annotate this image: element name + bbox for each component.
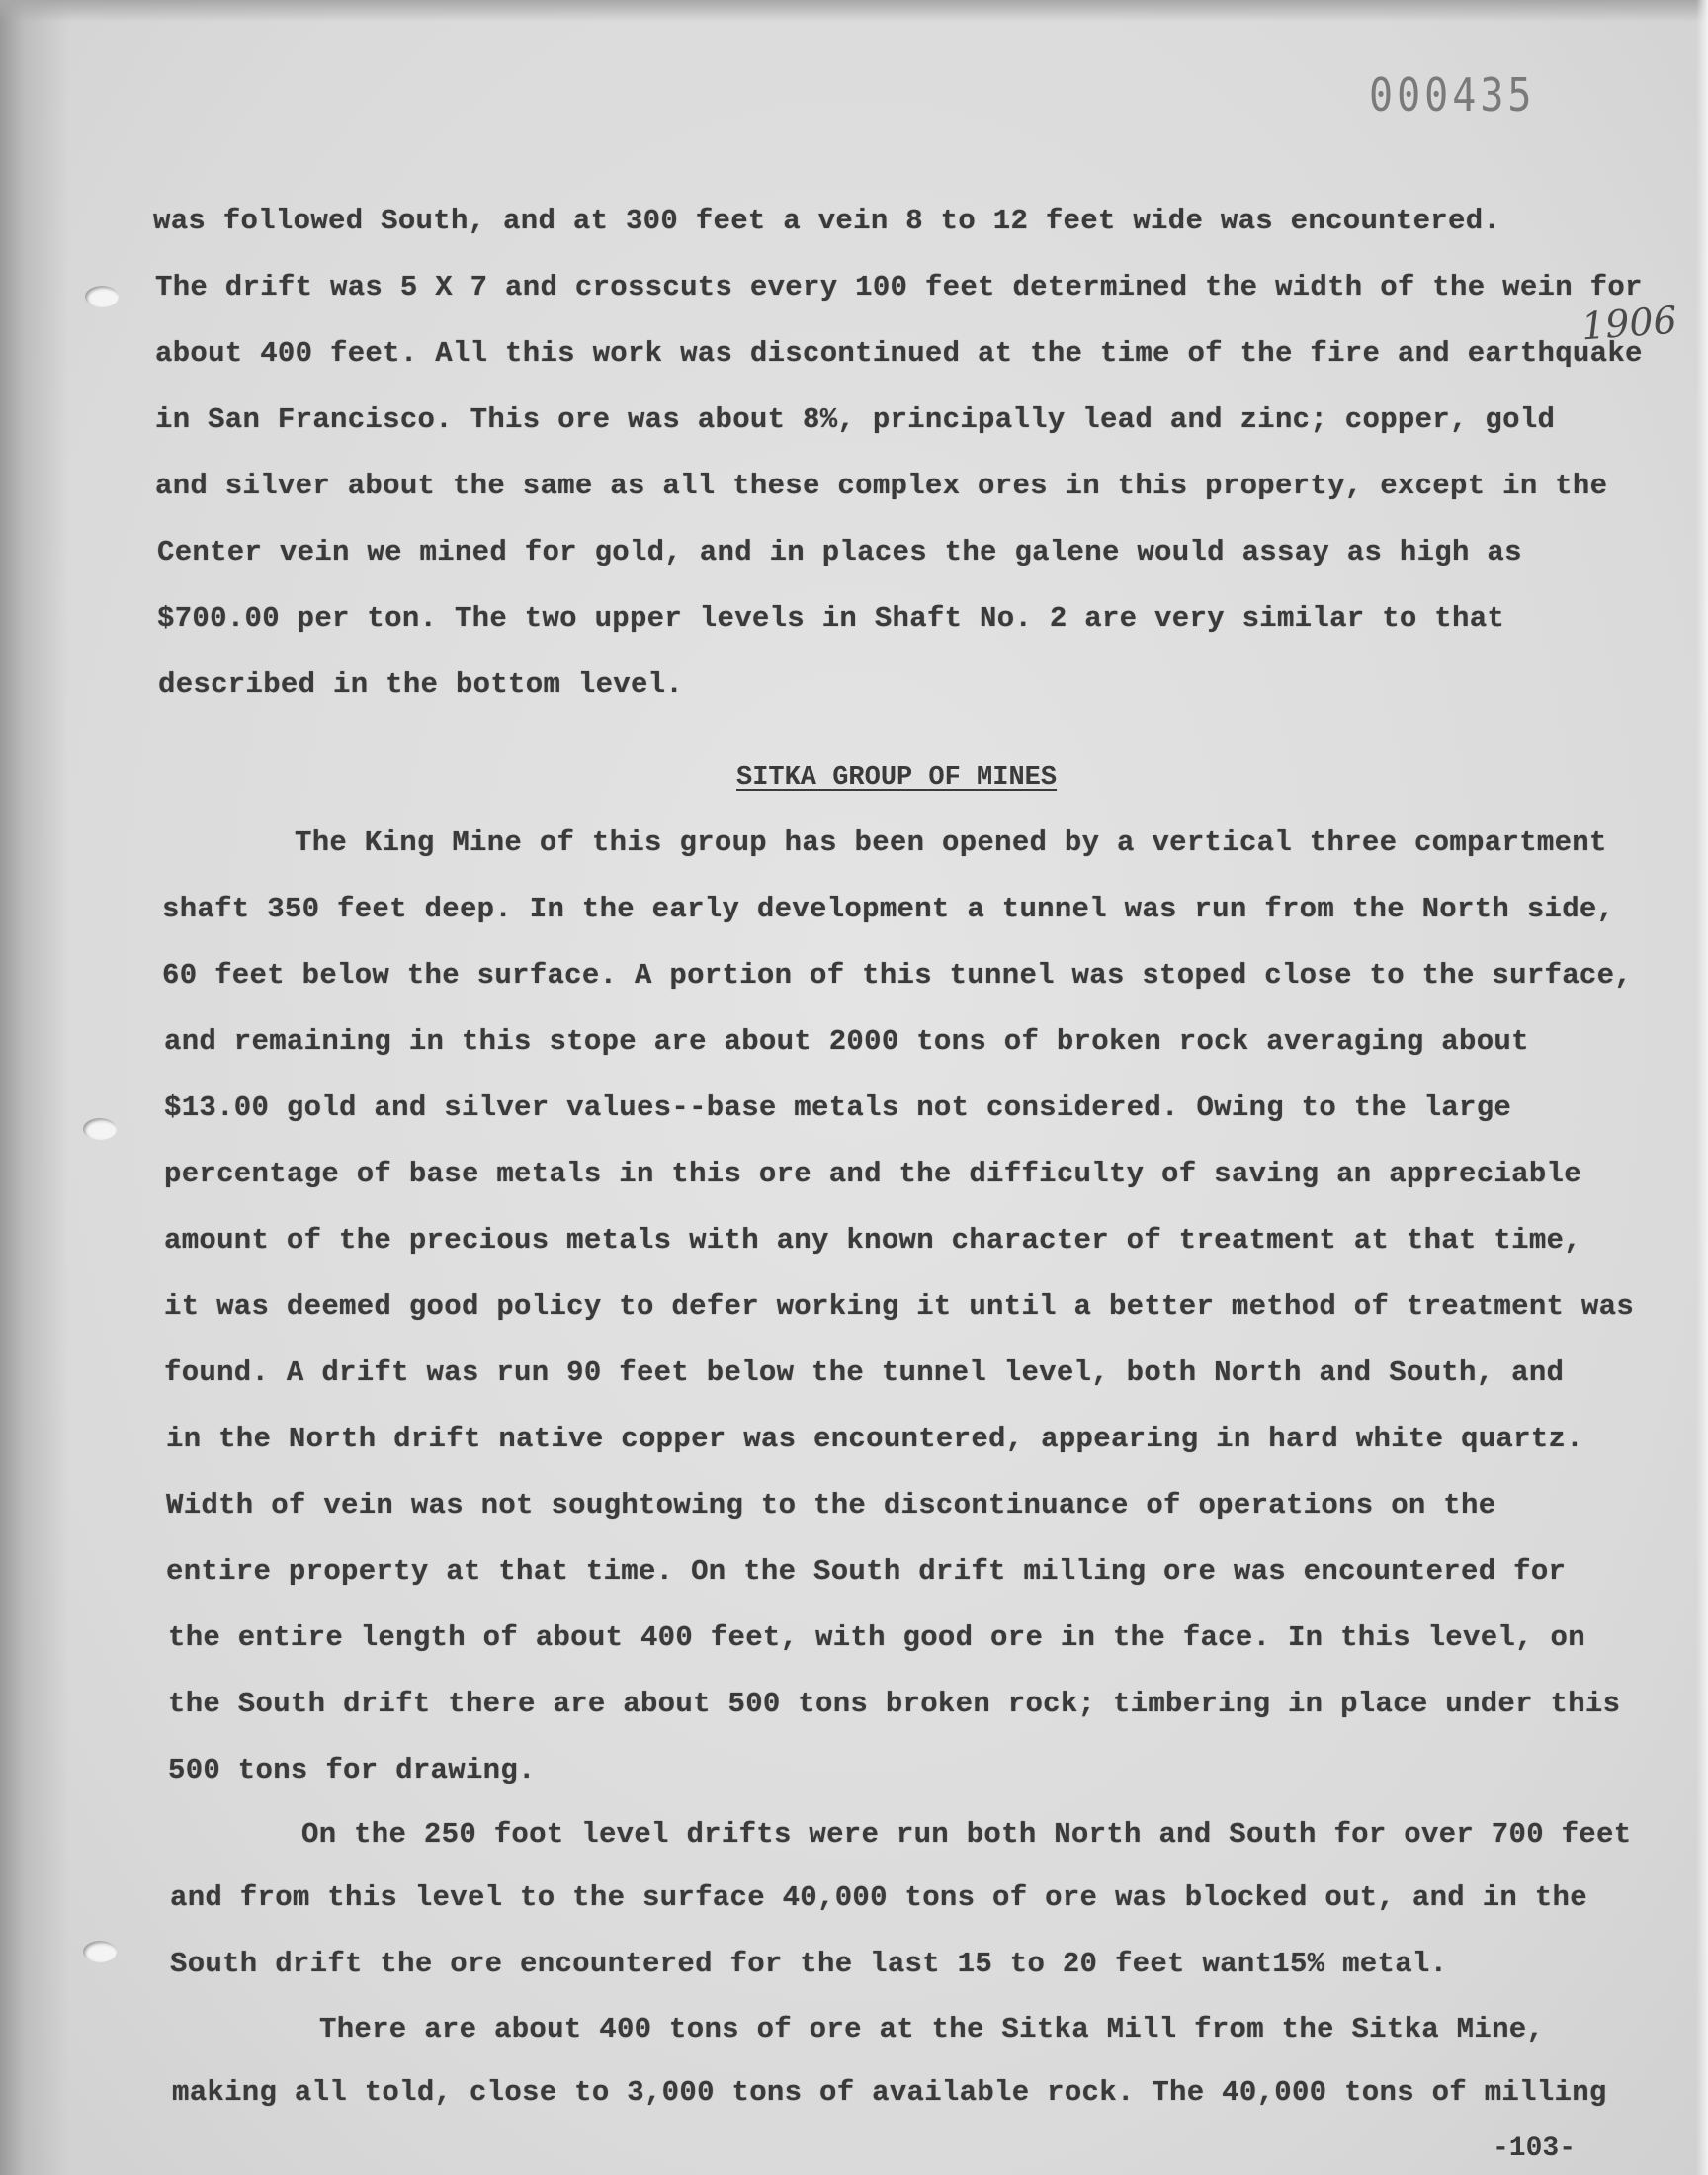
text-line: about 400 feet. All this work was discontinued at the time of the fire and earthquake [155, 337, 1643, 370]
text-line: found. A drift was run 90 feet below the tunnel level, both North and South, and [164, 1356, 1565, 1389]
text-line: amount of the precious metals with any known character of treatment at that time, [164, 1224, 1581, 1257]
text-line: Width of vein was not soughtowing to the discontinuance of operations on the [166, 1489, 1496, 1522]
text-line: The King Mine of this group has been opened by a vertical three compartment [295, 826, 1607, 859]
text-line: 60 feet below the surface. A portion of this tunnel was stoped close to the surface, [162, 959, 1633, 992]
text-line: On the 250 foot level drifts were run both North and South for over 700 feet [301, 1818, 1632, 1851]
text-line: was followed South, and at 300 feet a vein 8 to 12 feet wide was encountered. [153, 205, 1501, 237]
text-line: and silver about the same as all these complex ores in this property, except in the [155, 470, 1608, 502]
text-line: described in the bottom level. [158, 668, 684, 701]
text-line: and remaining in this stope are about 2000 tons of broken rock averaging about [164, 1025, 1529, 1058]
scan-top-shadow [0, 0, 1708, 22]
text-line: There are about 400 tons of ore at the Sitka Mill from the Sitka Mine, [319, 2013, 1545, 2045]
text-line: making all told, close to 3,000 tons of available rock. The 40,000 tons of milling [172, 2076, 1607, 2109]
punch-hole-top [85, 286, 119, 307]
text-line: and from this level to the surface 40,000 tons of ore was blocked out, and in the [170, 1881, 1587, 1914]
text-line: the South drift there are about 500 tons broken rock; timbering in place under this [168, 1688, 1621, 1720]
page-number: -103- [1493, 2133, 1577, 2164]
text-line: in the North drift native copper was encountered, appearing in hard white quartz. [166, 1423, 1583, 1455]
punch-hole-middle [83, 1118, 117, 1140]
text-line: shaft 350 feet deep. In the early development a tunnel was run from the North side, [162, 893, 1615, 925]
text-line: the entire length of about 400 feet, with good ore in the face. In this level, on [168, 1621, 1585, 1654]
text-line: it was deemed good policy to defer working it until a better method of treatment was [164, 1290, 1635, 1323]
text-line: entire property at that time. On the South drift milling ore was encountered for [166, 1555, 1567, 1588]
section-heading: SITKA GROUP OF MINES [736, 763, 1058, 793]
punch-hole-bottom [83, 1941, 117, 1962]
text-line: The drift was 5 X 7 and crosscuts every 100 feet determined the width of the wein for [155, 271, 1643, 304]
text-line: South drift the ore encountered for the last 15 to 20 feet want15% metal. [170, 1948, 1448, 1980]
document-number-stamp: 000435 [1369, 69, 1536, 123]
text-line: in San Francisco. This ore was about 8%, principally lead and zinc; copper, gold [155, 403, 1556, 436]
text-line: Center vein we mined for gold, and in places the galene would assay as high as [157, 536, 1522, 568]
text-line: 500 tons for drawing. [168, 1754, 536, 1786]
scan-right-edge [1696, 0, 1708, 2175]
text-line: $700.00 per ton. The two upper levels in Shaft No. 2 are very similar to that [157, 602, 1505, 635]
text-line: percentage of base metals in this ore and the difficulty of saving an appreciable [164, 1158, 1581, 1190]
scan-left-shadow [0, 0, 69, 2175]
handwritten-margin-note: 1906 [1580, 298, 1679, 349]
text-line: $13.00 gold and silver values--base metals not considered. Owing to the large [164, 1091, 1512, 1124]
